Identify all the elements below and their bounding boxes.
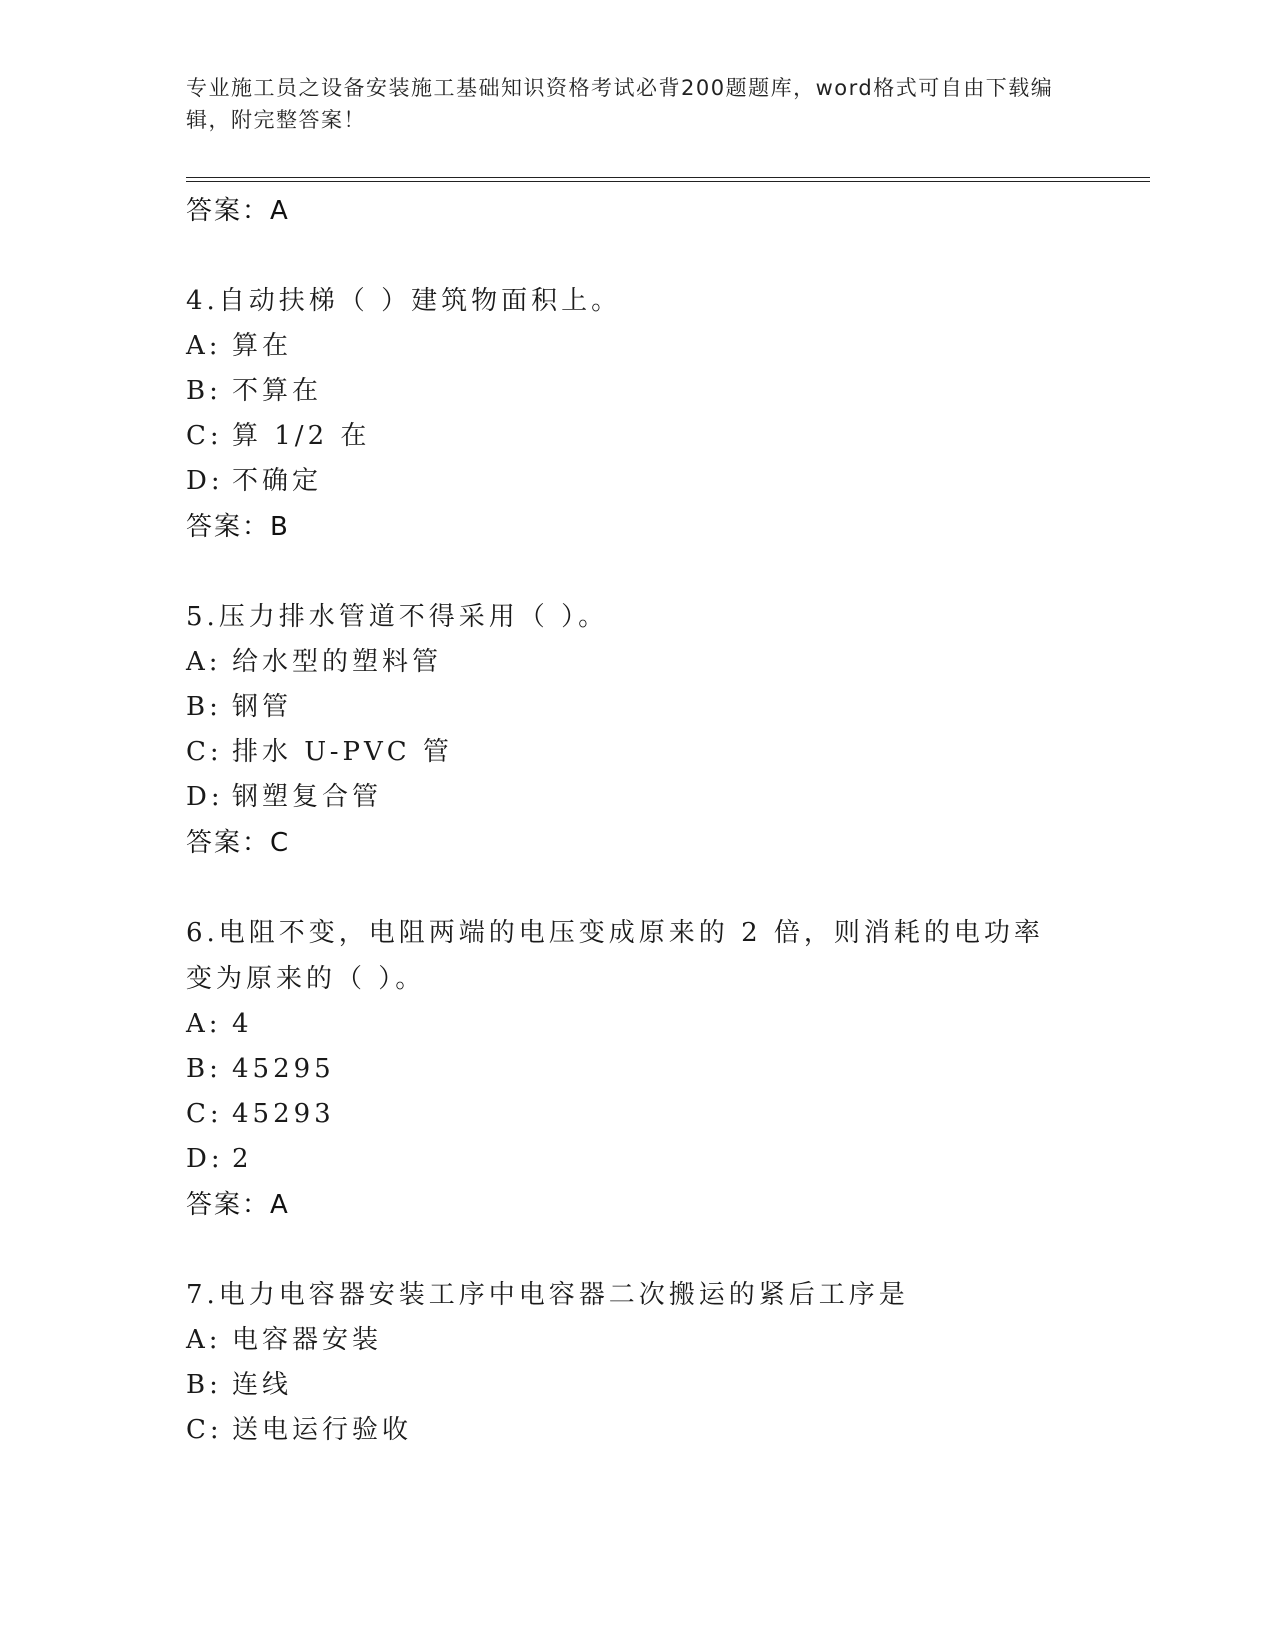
option-text: 连线 <box>232 1370 293 1400</box>
option-key: A: <box>186 331 222 361</box>
option-key: C: <box>186 1415 223 1445</box>
answer-line: 答案：A <box>186 196 290 226</box>
option-text: 4 <box>232 1009 253 1039</box>
option-key: D: <box>186 466 224 496</box>
option-b <box>186 685 1086 730</box>
header-rule-top <box>186 177 1150 178</box>
option-key: D: <box>186 782 224 812</box>
option-b <box>186 1047 1086 1092</box>
option-c <box>186 414 1086 459</box>
option-key: A: <box>186 1325 222 1355</box>
header-rule-bottom <box>186 181 1150 182</box>
option-key: C: <box>186 421 223 451</box>
option-key: B: <box>186 376 222 406</box>
option-text: 钢管 <box>232 692 293 722</box>
question-stem: 5.压力排水管道不得采用（ ）。 <box>186 602 609 632</box>
answer-line: 答案：B <box>186 512 290 542</box>
option-key: B: <box>186 1054 222 1084</box>
option-text: 不算在 <box>232 376 323 406</box>
answer-line: 答案：C <box>186 828 291 858</box>
option-text: 不确定 <box>232 466 323 496</box>
spacer <box>186 1228 1086 1272</box>
question-stem: 6.电阻不变，电阻两端的电压变成原来的 2 倍，则消耗的电功率变为原来的（ ）。 <box>186 918 1044 994</box>
option-key: B: <box>186 1370 222 1400</box>
option-b <box>186 1363 1086 1408</box>
option-text: 2 <box>232 1144 253 1174</box>
option-text: 算在 <box>232 331 293 361</box>
question-list <box>186 188 1086 1453</box>
option-key: A: <box>186 647 222 677</box>
page-header: 专业施工员之设备安装施工基础知识资格考试必背200题题库，word格式可自由下载编辑，附完整答案！ <box>186 76 1054 132</box>
option-key: B: <box>186 692 222 722</box>
option-key: C: <box>186 737 223 767</box>
option-key: C: <box>186 1099 223 1129</box>
option-key: A: <box>186 1009 222 1039</box>
option-a <box>186 1002 1086 1047</box>
option-a <box>186 640 1086 685</box>
option-text: 钢塑复合管 <box>232 782 383 812</box>
question-stem: 4.自动扶梯（ ）建筑物面积上。 <box>186 286 622 316</box>
spacer <box>186 550 1086 594</box>
option-text: 算 1/2 在 <box>232 421 371 451</box>
answer-line: 答案：A <box>186 1190 290 1220</box>
option-d <box>186 459 1086 504</box>
option-c <box>186 1092 1086 1137</box>
option-d <box>186 1137 1086 1182</box>
option-c <box>186 1408 1086 1453</box>
option-text: 45293 <box>232 1099 335 1129</box>
option-key: D: <box>186 1144 224 1174</box>
spacer <box>186 866 1086 910</box>
option-text: 45295 <box>232 1054 335 1084</box>
option-text: 排水 U-PVC 管 <box>232 737 453 767</box>
option-d <box>186 775 1086 820</box>
spacer <box>186 234 1086 278</box>
option-text: 电容器安装 <box>232 1325 383 1355</box>
option-a <box>186 324 1086 369</box>
option-c <box>186 730 1086 775</box>
question-stem: 7.电力电容器安装工序中电容器二次搬运的紧后工序是 <box>186 1280 909 1310</box>
option-text: 给水型的塑料管 <box>232 647 443 677</box>
option-b <box>186 369 1086 414</box>
option-text: 送电运行验收 <box>232 1415 413 1445</box>
option-a <box>186 1318 1086 1363</box>
